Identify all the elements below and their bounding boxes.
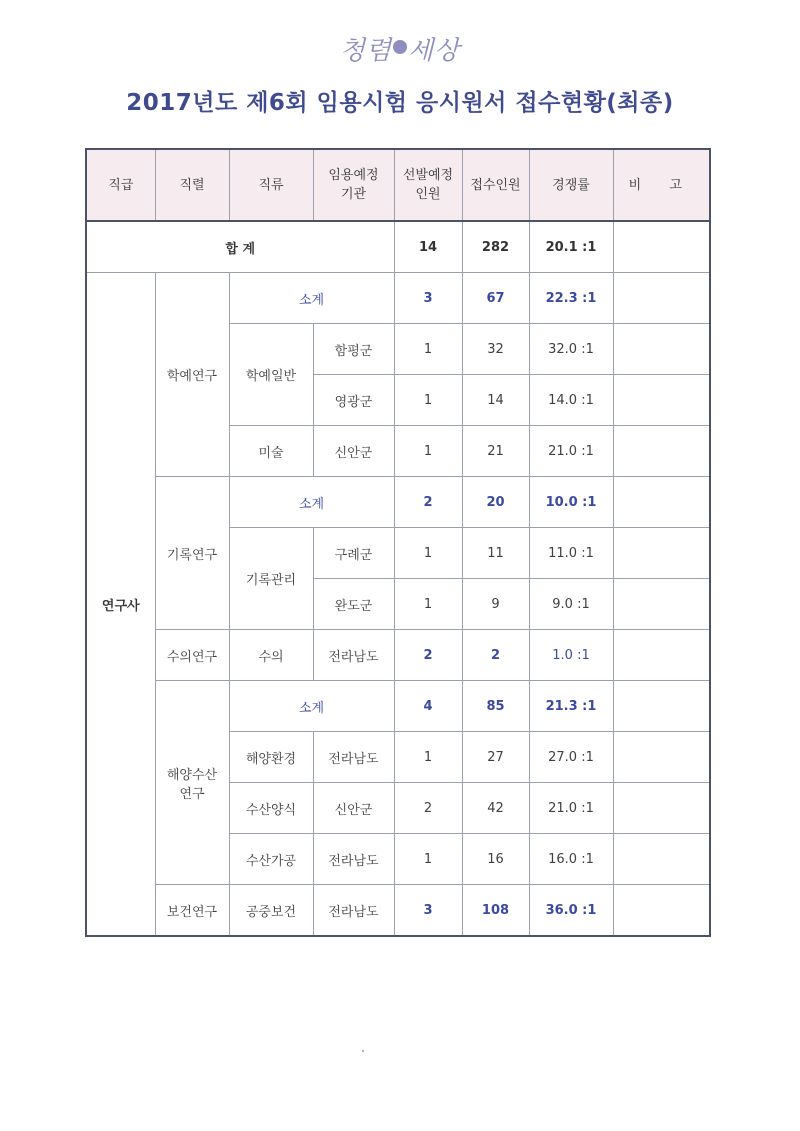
kind-cell: 수산가공	[229, 834, 313, 885]
logo-seal-icon	[393, 40, 407, 54]
logo-text-right: 세상	[408, 36, 461, 66]
note-cell	[613, 375, 710, 426]
quota-cell: 2	[394, 630, 462, 681]
quota-cell: 1	[394, 426, 462, 477]
subtotal-label: 소계	[229, 273, 394, 324]
fish-sub-applicants: 85	[462, 681, 529, 732]
kind-cell: 수산양식	[229, 783, 313, 834]
rec-sub-applicants: 20	[462, 477, 529, 528]
quota-cell: 1	[394, 375, 462, 426]
quota-cell: 1	[394, 732, 462, 783]
header-agency-line2: 기관	[340, 187, 367, 202]
kind-cell: 미술	[229, 426, 313, 477]
series-fisheries-line2: 연구	[179, 786, 205, 802]
agency-cell: 전라남도	[313, 630, 394, 681]
table-row	[86, 477, 710, 528]
ratio-cell: 21.0 :1	[529, 783, 613, 834]
series-cell: 보건연구	[155, 885, 229, 937]
agency-cell: 신안군	[313, 783, 394, 834]
ratio-cell: 1.0 :1	[529, 630, 613, 681]
table-row	[86, 885, 710, 937]
series-cell: 수의연구	[155, 630, 229, 681]
fish-sub-quota: 4	[394, 681, 462, 732]
series-art: 학예연구	[155, 273, 229, 477]
fish-sub-ratio: 21.3 :1	[529, 681, 613, 732]
applicants-cell: 108	[462, 885, 529, 937]
note-cell	[613, 426, 710, 477]
note-cell	[613, 630, 710, 681]
note-cell	[613, 885, 710, 937]
header-quota	[394, 149, 462, 221]
agency-cell: 완도군	[313, 579, 394, 630]
quota-cell: 1	[394, 834, 462, 885]
subtotal-label: 소계	[229, 477, 394, 528]
note-cell	[613, 783, 710, 834]
scan-speck	[362, 1050, 364, 1052]
total-note	[613, 221, 710, 273]
applicants-cell: 9	[462, 579, 529, 630]
applicants-cell: 2	[462, 630, 529, 681]
note-cell	[613, 324, 710, 375]
table-row	[86, 273, 710, 324]
art-sub-ratio: 22.3 :1	[529, 273, 613, 324]
art-sub-quota: 3	[394, 273, 462, 324]
ratio-cell: 21.0 :1	[529, 426, 613, 477]
header-note: 비 고	[613, 149, 710, 221]
header-quota-line2: 인원	[415, 187, 441, 202]
applicants-cell: 27	[462, 732, 529, 783]
header-grade: 직급	[86, 149, 155, 221]
agency-cell: 함평군	[313, 324, 394, 375]
ratio-cell: 11.0 :1	[529, 528, 613, 579]
quota-cell: 1	[394, 324, 462, 375]
header-applicants: 접수인원	[462, 149, 529, 221]
note-cell	[613, 732, 710, 783]
agency-cell: 구례군	[313, 528, 394, 579]
applicants-cell: 21	[462, 426, 529, 477]
applications-table	[85, 148, 709, 928]
total-ratio: 20.1 :1	[529, 221, 613, 273]
agency-cell: 영광군	[313, 375, 394, 426]
ratio-cell: 32.0 :1	[529, 324, 613, 375]
header-quota-line1: 선발예정	[402, 168, 454, 183]
note-cell	[613, 477, 710, 528]
header-agency	[313, 149, 394, 221]
series-fisheries-line1: 해양수산	[166, 767, 218, 783]
total-applicants: 282	[462, 221, 529, 273]
note-cell	[613, 528, 710, 579]
applicants-cell: 16	[462, 834, 529, 885]
table-row	[86, 630, 710, 681]
page-title: 2017년도 제6회 임용시험 응시원서 접수현황(최종)	[126, 90, 674, 116]
logo	[0, 30, 800, 67]
applicants-cell: 14	[462, 375, 529, 426]
note-cell	[613, 834, 710, 885]
applicants-cell: 42	[462, 783, 529, 834]
grade-cell: 연구사	[86, 273, 155, 937]
quota-cell: 2	[394, 783, 462, 834]
series-records: 기록연구	[155, 477, 229, 630]
agency-cell: 전라남도	[313, 885, 394, 937]
total-row	[86, 221, 710, 273]
rec-sub-ratio: 10.0 :1	[529, 477, 613, 528]
logo-text-left: 청렴	[339, 36, 392, 66]
kind-art-general: 학예일반	[229, 324, 313, 426]
note-cell	[613, 681, 710, 732]
table-header-row	[86, 149, 710, 221]
applicants-cell: 32	[462, 324, 529, 375]
note-cell	[613, 273, 710, 324]
ratio-cell: 14.0 :1	[529, 375, 613, 426]
ratio-cell: 27.0 :1	[529, 732, 613, 783]
agency-cell: 전라남도	[313, 834, 394, 885]
kind-cell: 수의	[229, 630, 313, 681]
kind-records: 기록관리	[229, 528, 313, 630]
header-agency-line1: 임용예정	[328, 168, 379, 183]
subtotal-label: 소계	[229, 681, 394, 732]
art-sub-applicants: 67	[462, 273, 529, 324]
header-series: 직렬	[155, 149, 229, 221]
header-kind: 직류	[229, 149, 313, 221]
ratio-cell: 36.0 :1	[529, 885, 613, 937]
agency-cell: 신안군	[313, 426, 394, 477]
rec-sub-quota: 2	[394, 477, 462, 528]
quota-cell: 3	[394, 885, 462, 937]
kind-cell: 공중보건	[229, 885, 313, 937]
series-fisheries	[155, 681, 229, 885]
kind-cell: 해양환경	[229, 732, 313, 783]
ratio-cell: 9.0 :1	[529, 579, 613, 630]
header-ratio: 경쟁률	[529, 149, 613, 221]
total-quota: 14	[394, 221, 462, 273]
applicants-cell: 11	[462, 528, 529, 579]
total-label: 합 계	[86, 221, 394, 273]
agency-cell: 전라남도	[313, 732, 394, 783]
table-row	[86, 681, 710, 732]
ratio-cell: 16.0 :1	[529, 834, 613, 885]
quota-cell: 1	[394, 528, 462, 579]
note-cell	[613, 579, 710, 630]
quota-cell: 1	[394, 579, 462, 630]
